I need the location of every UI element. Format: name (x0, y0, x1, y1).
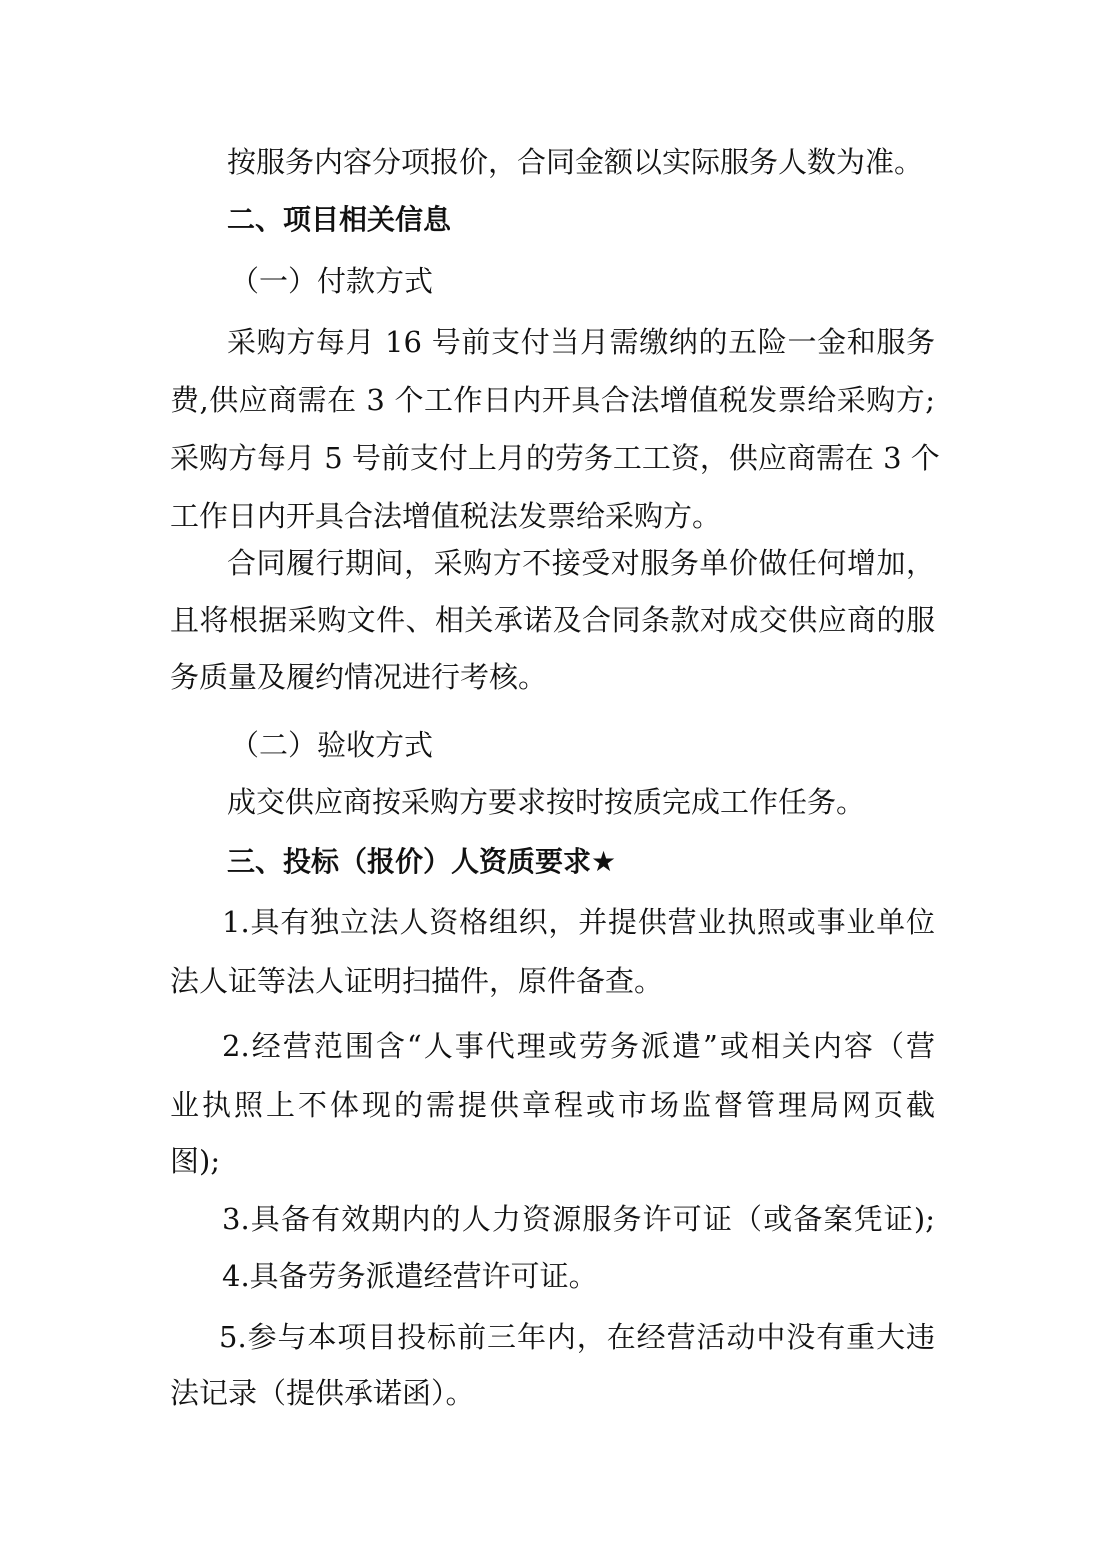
requirement-4: 4.具备劳务派遣经营许可证。 (222, 1259, 598, 1293)
text-line-1: 按服务内容分项报价，合同金额以实际服务人数为准。 (227, 145, 924, 179)
text-line-8: 合同履行期间，采购方不接受对服务单价做任何增加， (227, 546, 935, 580)
requirement-1-line-2: 法人证等法人证明扫描件，原件备查。 (170, 964, 664, 998)
text-line-9: 且将根据采购文件、相关承诺及合同条款对成交供应商的服 (170, 603, 935, 637)
text-line-4: 采购方每月 16 号前支付当月需缴纳的五险一金和服务 (227, 325, 935, 359)
requirement-3: 3.具备有效期内的人力资源服务许可证（或备案凭证); (222, 1202, 935, 1236)
text-line-7: 工作日内开具合法增值税法发票给采购方。 (170, 499, 722, 533)
requirement-2-line-3: 图); (170, 1144, 221, 1178)
section-heading-2: 二、项目相关信息 (227, 203, 452, 236)
text-line-10: 务质量及履约情况进行考核。 (170, 660, 548, 694)
requirement-5-line-1: 5.参与本项目投标前三年内，在经营活动中没有重大违 (219, 1320, 935, 1354)
section-heading-3: 三、投标（报价）人资质要求★ (227, 845, 617, 878)
text-line-6: 采购方每月 5 号前支付上月的劳务工工资，供应商需在 3 个 (170, 441, 940, 475)
requirement-1-line-1: 1.具有独立法人资格组织，并提供营业执照或事业单位 (222, 905, 935, 939)
text-line-5: 费,供应商需在 3 个工作日内开具合法增值税发票给采购方; (170, 383, 935, 417)
subsection-heading-acceptance: （二）验收方式 (230, 728, 434, 762)
text-line-12: 成交供应商按采购方要求按时按质完成工作任务。 (227, 785, 866, 819)
requirement-2-line-1: 2.经营范围含“人事代理或劳务派遣”或相关内容（营 (222, 1029, 935, 1063)
requirement-2-line-2: 业执照上不体现的需提供章程或市场监督管理局网页截 (170, 1088, 935, 1122)
requirement-5-line-2: 法记录（提供承诺函）。 (170, 1376, 475, 1410)
subsection-heading-payment: （一）付款方式 (230, 264, 434, 298)
